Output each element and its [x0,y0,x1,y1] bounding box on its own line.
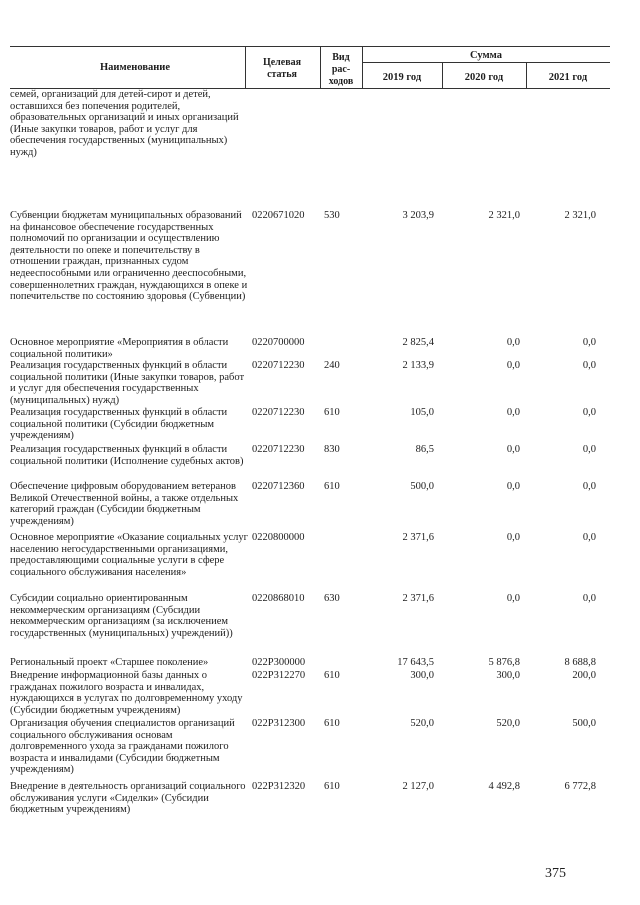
row-code: 022P312270 [252,670,306,681]
row-vid: 530 [324,210,340,221]
row-2019: 2 371,6 [402,593,434,604]
row-code: 0220868010 [252,593,305,604]
row-2019: 3 203,9 [402,210,434,221]
row-name: Обеспечение цифровым оборудованием ветеранов Великой Отечественной войны, а также отдельных категорий граждан (Субсидии бюджетным учреждениям) [10,481,239,527]
header-col-line-1 [245,46,246,89]
row-code: 022P300000 [252,657,306,668]
row-2021: 0,0 [582,532,596,543]
row-2020: 0,0 [506,532,520,543]
row-name: Основное мероприятие «Оказание социальных услуг населению негосударственными организациями, предоставляющими социальные услуги в сфере социального обслуживания населения» [10,532,248,578]
row-name: Субсидии социально ориентированным некоммерческим организациям (Субсидии некоммерческим организациям (за исключением государственных (муниципальных) учреждений)) [10,593,233,639]
row-2021: 0,0 [582,444,596,455]
row-vid: 830 [324,444,340,455]
row-code: 0220712230 [252,360,305,371]
row-2020: 0,0 [506,593,520,604]
header-sum: Сумма [470,50,502,61]
row-2021: 500,0 [572,718,596,729]
row-vid: 610 [324,670,340,681]
row-2019: 2 371,6 [402,532,434,543]
row-name: семей, организаций для детей-сирот и детей, оставшихся без попечения родителей, образовательных организаций и иных организаций (Иные закупки товаров, работ и услуг для обеспечения государственных (муниципальных) нужд) [10,89,239,158]
row-2020: 0,0 [506,360,520,371]
row-code: 0220712360 [252,481,305,492]
row-vid: 610 [324,407,340,418]
row-2019: 300,0 [410,670,434,681]
header-top-line [10,46,610,47]
row-code: 0220800000 [252,532,305,543]
row-name: Основное мероприятие «Мероприятия в области социальной политики» [10,337,229,360]
row-2019: 86,5 [415,444,434,455]
row-name: Организация обучения специалистов организаций социального обслуживания основам долговременного ухода за гражданами пожилого возраста и инвалидами (Субсидии бюджетным учреждениям) [10,718,235,776]
row-2021: 6 772,8 [564,781,596,792]
row-2021: 0,0 [582,593,596,604]
row-name: Внедрение в деятельность организаций социального обслуживания услуги «Сиделки» (Субсидии бюджетным учреждениям) [10,781,246,816]
row-2021: 0,0 [582,360,596,371]
row-2020: 520,0 [496,718,520,729]
header-sum-divider [362,62,610,63]
row-2020: 2 321,0 [488,210,520,221]
row-vid: 610 [324,781,340,792]
row-2019: 500,0 [410,481,434,492]
row-2019: 2 133,9 [402,360,434,371]
row-vid: 610 [324,481,340,492]
row-2021: 0,0 [582,481,596,492]
row-code: 0220712230 [252,407,305,418]
row-2019: 520,0 [410,718,434,729]
header-col-line-2 [320,46,321,89]
row-vid: 610 [324,718,340,729]
header-year-2021: 2021 год [548,72,588,83]
header-year-2019: 2019 год [382,72,422,83]
row-vid: 240 [324,360,340,371]
row-code: 0220712230 [252,444,305,455]
row-2020: 0,0 [506,337,520,348]
row-code: 0220671020 [252,210,305,221]
row-2019: 2 825,4 [402,337,434,348]
row-2019: 17 643,5 [397,657,434,668]
row-code: 022P312320 [252,781,306,792]
row-2021: 0,0 [582,337,596,348]
page-number: 375 [545,866,566,881]
row-code: 022P312300 [252,718,306,729]
row-2020: 300,0 [496,670,520,681]
row-vid: 630 [324,593,340,604]
row-2020: 0,0 [506,444,520,455]
header-target: Целевая статья [262,57,302,80]
row-2019: 2 127,0 [402,781,434,792]
header-vid: Вид рас-ходов [328,52,354,87]
row-2021: 200,0 [572,670,596,681]
row-2021: 0,0 [582,407,596,418]
row-2020: 0,0 [506,407,520,418]
row-name: Региональный проект «Старшее поколение» [10,657,209,668]
row-name: Реализация государственных функций в области социальной политики (Исполнение судебных актов) [10,444,244,467]
header-name: Наименование [100,62,170,73]
row-name: Внедрение информационной базы данных о гражданах пожилого возраста и инвалидах, нуждающихся в услугах по долговременному уходу (Субсидии бюджетным учреждениям) [10,670,243,716]
row-2019: 105,0 [410,407,434,418]
row-2020: 0,0 [506,481,520,492]
row-2020: 4 492,8 [488,781,520,792]
row-code: 0220700000 [252,337,305,348]
header-year-2020: 2020 год [464,72,504,83]
row-2021: 2 321,0 [564,210,596,221]
row-2020: 5 876,8 [488,657,520,668]
row-name: Реализация государственных функций в области социальной политики (Субсидии бюджетным учреждениям) [10,407,228,442]
row-name: Реализация государственных функций в области социальной политики (Иные закупки товаров, работ и услуг для обеспечения государственных (муниципальных) нужд) [10,360,245,406]
row-2021: 8 688,8 [564,657,596,668]
row-name: Субвенции бюджетам муниципальных образований на финансовое обеспечение государственных полномочий по организации и осуществлению деятельности по опеке и попечительству в отношении граждан, признанных судом недееспособными или ограниченно дееспособными, совершеннолетних граждан, нуждающихся в опеке и попечительстве по состоянию здоровья (Субвенции) [10,210,248,303]
